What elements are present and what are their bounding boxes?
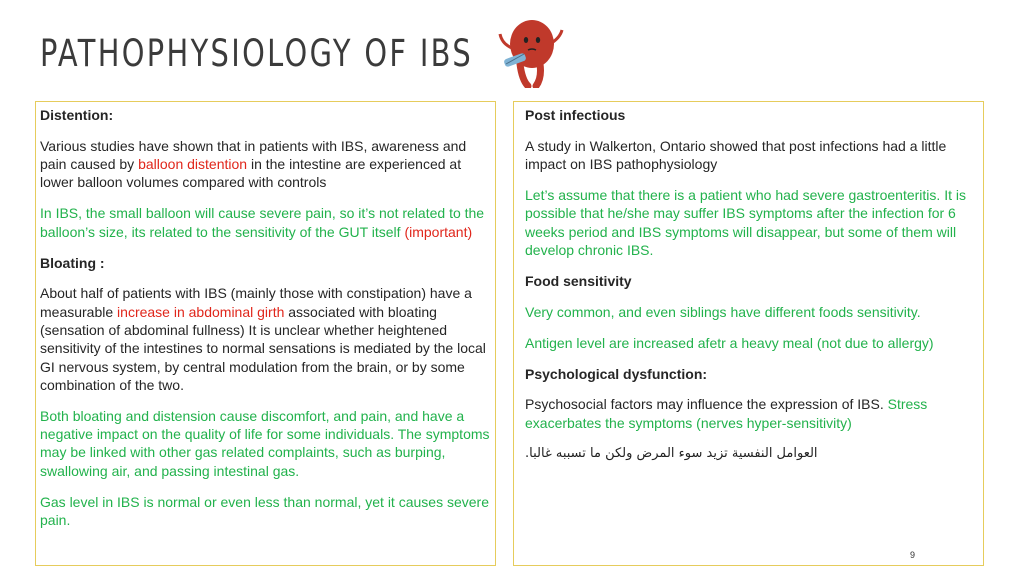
psych-paragraph (525, 395, 978, 432)
distention-paragraph (40, 137, 490, 192)
post-infectious-heading: Post infectious (525, 107, 626, 123)
distention-heading: Distention: (40, 107, 114, 123)
bloating-note: Both bloating and distension cause discomfort, and pain, and have a negative impact on the quality of life for some individuals. The symptoms may be linked with other gas related complaints, such as burping, swallowing air, and passing intestinal gas. (40, 407, 490, 479)
highlight-red: increase in abdominal girth (117, 303, 285, 320)
highlight-green: In IBS, the small balloon will cause severe pain, so it’s not related to the balloon’s size, its related to the sensitivity of the GUT itself (40, 205, 485, 240)
bloating-paragraph (40, 284, 490, 394)
text-span: Psychosocial factors may influence the expression of IBS. (525, 396, 888, 413)
food-sensitivity-heading: Food sensitivity (525, 272, 632, 289)
text-span: About half of patients with IBS (mainly those with constipation) have a measurable (40, 285, 472, 320)
post-infectious-paragraph: A study in Walkerton, Ontario showed that post infections had a little impact on IBS pathophysiology (525, 137, 947, 173)
highlight-red: balloon distention (138, 156, 248, 173)
text-span: Various studies have shown that in patients with IBS, awareness and pain caused by (40, 137, 467, 173)
distention-note (40, 204, 490, 241)
psych-arabic-note (525, 445, 978, 463)
arabic-text: العوامل النفسية تزيد سوء المرض ولكن ما تسببه غالبا. (525, 445, 818, 461)
food-sensitivity-note-1: Very common, and even siblings have different foods sensitivity. (525, 303, 921, 320)
gas-note: Gas level in IBS is normal or even less than normal, yet it causes severe pain. (40, 493, 489, 528)
bloating-heading: Bloating : (40, 254, 105, 271)
left-content-box (35, 101, 496, 566)
text-span: in the intestine are experienced at lower balloon volumes compared with controls (40, 156, 462, 191)
highlight-green: Stress exacerbates the symptoms (nerves hyper-sensitivity) (525, 396, 928, 431)
highlight-red: (important) (404, 223, 473, 240)
right-content-box (513, 101, 984, 566)
page-title: PATHOPHYSIOLOGY OF IBS (40, 32, 473, 75)
post-infectious-note: Let’s assume that there is a patient who had severe gastroenteritis. It is possible that he/she may suffer IBS symptoms after the infection for 6 weeks period and IBS symptoms will disappear, but some of them will develop chronic IBS. (525, 187, 966, 258)
page-number: 9 (910, 550, 916, 560)
stomach-cartoon-icon (498, 14, 564, 88)
psych-heading: Psychological dysfunction: (525, 365, 708, 382)
food-sensitivity-note-2: Antigen level are increased afetr a heavy meal (not due to allergy) (525, 334, 934, 351)
text-span: associated with bloating (sensation of abdominal fullness) It is unclear whether heightened sensitivity of the intestines to normal sensations is mediated by the local GI nervous system, by central modulation from the brain, or by some combination of the two. (40, 303, 486, 393)
